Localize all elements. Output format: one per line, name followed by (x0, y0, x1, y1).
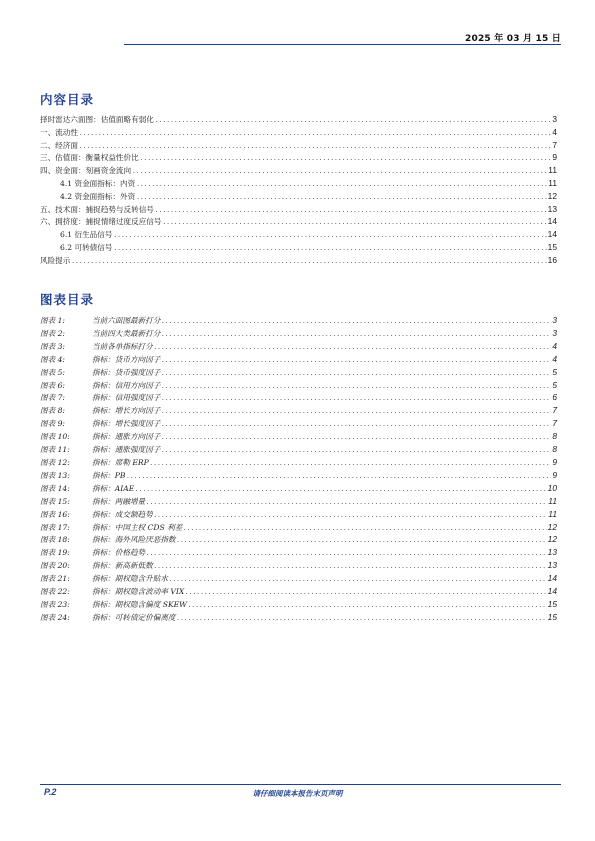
toc-entry[interactable] (40, 191, 557, 204)
figure-entry-label: 指标：通胀强度因子 (92, 445, 161, 455)
toc-entry[interactable] (40, 127, 557, 140)
figure-entry-label: 指标：两融增量 (92, 496, 146, 506)
toc-entry-page: 7 (552, 139, 557, 150)
dot-leader (161, 316, 551, 328)
figure-entry-number: 图表 11: (40, 445, 70, 455)
dot-leader (161, 419, 551, 431)
dot-leader (136, 192, 546, 204)
toc-entry[interactable] (40, 140, 557, 153)
figure-entry-page: 9 (552, 456, 557, 467)
figure-entry-number: 图表 16: (40, 509, 70, 519)
toc-entry-label: 一、流动性 (40, 127, 78, 137)
figure-entry[interactable] (40, 392, 557, 405)
figure-entry-number: 图表 1: (40, 316, 65, 325)
figure-entry-page: 8 (552, 431, 557, 442)
figure-entry-page: 7 (552, 405, 557, 416)
figure-entry-label: 指标：增长方向因子 (92, 406, 161, 416)
toc-entry-page: 15 (547, 241, 557, 252)
dot-leader (150, 458, 552, 470)
toc-entry-page: 13 (547, 203, 557, 214)
toc-entry-page: 11 (548, 177, 557, 188)
figure-entry-page: 14 (547, 586, 557, 597)
figure-entry[interactable] (40, 405, 557, 418)
figure-entry-number: 图表 12: (40, 457, 70, 467)
toc-entry[interactable] (40, 216, 557, 229)
list-of-figures (40, 315, 557, 625)
dot-leader (155, 205, 547, 217)
figure-entry[interactable] (40, 418, 557, 431)
figure-entry-page: 3 (552, 315, 557, 325)
toc-entry-label: 6.1 衍生品信号 (60, 230, 113, 240)
toc-entry-label: 4.1 资金面指标：内资 (60, 178, 136, 188)
toc-entry[interactable] (40, 152, 557, 165)
figure-entry-page: 6 (552, 392, 557, 403)
toc-entry-page: 14 (547, 216, 557, 227)
figure-entry-page: 4 (552, 340, 557, 351)
toc-entry-page: 3 (552, 114, 557, 124)
figure-entry-label: 指标：PB (92, 470, 126, 480)
figure-entry-label: 指标：期权隐含偏度 SKEW (92, 599, 187, 609)
dot-leader (113, 243, 546, 255)
toc-entry[interactable] (40, 242, 557, 255)
figure-entry-page: 3 (552, 327, 557, 338)
figure-entry-number: 图表 17: (40, 522, 70, 532)
figure-entry-number: 图表 24: (40, 612, 70, 622)
toc-entry-page: 14 (547, 229, 557, 240)
toc-entry-page: 16 (547, 254, 557, 265)
dot-leader (185, 587, 546, 599)
toc-entry-label: 择时雷达六面图：估值面略有弱化 (40, 115, 154, 124)
figure-entry-number: 图表 18: (40, 535, 70, 545)
report-date: 2025 年 03 月 15 日 (465, 34, 561, 44)
figure-entry-page: 12 (547, 521, 557, 532)
toc-entry[interactable] (40, 204, 557, 217)
dot-leader (132, 166, 547, 178)
dot-leader (79, 128, 551, 140)
header-divider (124, 44, 561, 45)
figure-entry-number: 图表 5: (40, 367, 65, 377)
figure-entry[interactable] (40, 496, 557, 509)
figure-entry[interactable] (40, 612, 557, 625)
figure-entry-label: 指标：期权隐含升贴水 (92, 574, 168, 584)
figure-entry-label: 指标：通胀方向因子 (92, 432, 161, 442)
figure-entry-page: 15 (547, 598, 557, 609)
dot-leader (177, 535, 547, 547)
figure-entry-number: 图表 6: (40, 380, 65, 390)
dot-leader (161, 355, 551, 367)
figure-entry-label: 指标：货币强度因子 (92, 367, 161, 377)
figure-entry[interactable] (40, 547, 557, 560)
figure-entry-page: 13 (547, 560, 557, 571)
figure-entry[interactable] (40, 483, 557, 496)
figure-entry-label: 指标：海外风险厌恶指数 (92, 535, 176, 545)
toc-entry-label: 6.2 可转债信号 (60, 242, 113, 252)
dot-leader (161, 432, 551, 444)
figure-entry[interactable] (40, 573, 557, 586)
figure-entry-page: 5 (552, 379, 557, 390)
figure-entry-number: 图表 8: (40, 406, 65, 416)
dot-leader (161, 445, 551, 457)
figure-entry-label: 指标：席勒 ERP (92, 457, 149, 467)
dot-leader (79, 141, 551, 153)
toc-entry-label: 四、资金面：刻画资金流向 (40, 166, 132, 176)
dot-leader (154, 342, 552, 354)
toc-entry-label: 二、经济面 (40, 140, 78, 150)
toc-entry-page: 11 (548, 165, 557, 176)
figure-entry-page: 8 (552, 444, 557, 455)
dot-leader (161, 393, 551, 405)
figure-entry-page: 4 (552, 353, 557, 364)
figure-entry-label: 指标：中国主权 CDS 利差 (92, 522, 183, 532)
toc-entry-label: 4.2 资金面指标：外资 (60, 191, 136, 201)
figure-entry-label: 指标：期权隐含波动率 VIX (92, 587, 185, 597)
toc-entry-page: 12 (547, 190, 557, 201)
figure-entry-page: 14 (547, 573, 557, 584)
dot-leader (140, 153, 552, 165)
figure-entry-number: 图表 9: (40, 419, 65, 429)
dot-leader (163, 217, 547, 229)
figure-entry-label: 指标：增长强度因子 (92, 419, 161, 429)
figure-entry-page: 7 (552, 418, 557, 429)
dot-leader (183, 523, 546, 535)
figure-entry[interactable] (40, 367, 557, 380)
table-of-contents (40, 114, 557, 268)
figures-title: 图表目录 (40, 292, 95, 307)
figure-entry-page: 11 (548, 508, 557, 519)
figure-entry-label: 指标：价格趋势 (92, 548, 146, 558)
toc-title: 内容目录 (40, 92, 95, 107)
toc-entry-page: 4 (552, 126, 557, 137)
figure-entry-page: 15 (547, 611, 557, 622)
figure-entry-number: 图表 19: (40, 548, 70, 558)
figure-entry-page: 11 (548, 495, 557, 506)
toc-entry[interactable] (40, 178, 557, 191)
figure-entry[interactable] (40, 341, 557, 354)
dot-leader (154, 561, 547, 573)
figure-entry-page: 9 (552, 469, 557, 480)
figure-entry-number: 图表 3: (40, 341, 65, 351)
dot-leader (135, 484, 546, 496)
figure-entry-label: 当前六面图最新打分 (92, 316, 161, 325)
figure-entry-number: 图表 20: (40, 561, 70, 571)
dot-leader (113, 230, 546, 242)
dot-leader (146, 548, 547, 560)
figure-entry-number: 图表 21: (40, 574, 70, 584)
dot-leader (161, 329, 551, 341)
figure-entry-number: 图表 7: (40, 393, 65, 403)
disclaimer-note: 请仔细阅读本报告末页声明 (252, 789, 343, 798)
figure-entry[interactable] (40, 599, 557, 612)
figure-entry-label: 当前各单指标打分 (92, 341, 153, 351)
figure-entry[interactable] (40, 431, 557, 444)
figure-entry-label: 当前四大类最新打分 (92, 328, 161, 338)
dot-leader (169, 574, 547, 586)
dot-leader (161, 368, 551, 380)
figure-entry-number: 图表 2: (40, 328, 65, 338)
figure-entry[interactable] (40, 560, 557, 573)
dot-leader (126, 471, 551, 483)
toc-entry-label: 五、技术面：捕捉趋势与反转信号 (40, 204, 154, 214)
dot-leader (161, 406, 551, 418)
figure-entry[interactable] (40, 586, 557, 599)
page-number: P.2 (44, 787, 57, 797)
figure-entry[interactable] (40, 457, 557, 470)
figure-entry-number: 图表 14: (40, 483, 70, 493)
figure-entry[interactable] (40, 354, 557, 367)
figure-entry[interactable] (40, 315, 557, 328)
figure-entry-label: 指标：成交额趋势 (92, 509, 153, 519)
figure-entry-number: 图表 22: (40, 587, 70, 597)
figure-entry[interactable] (40, 380, 557, 393)
figure-entry[interactable] (40, 522, 557, 535)
dot-leader (177, 613, 547, 625)
figure-entry-page: 13 (547, 547, 557, 558)
figure-entry-page: 12 (547, 534, 557, 545)
dot-leader (161, 381, 551, 393)
toc-entry-page: 9 (552, 152, 557, 163)
figure-entry[interactable] (40, 470, 557, 483)
toc-entry[interactable] (40, 255, 557, 268)
figure-entry-page: 10 (547, 482, 557, 493)
toc-entry[interactable] (40, 114, 557, 127)
figure-entry[interactable] (40, 444, 557, 457)
figure-entry-label: 指标：AIAE (92, 483, 135, 493)
toc-entry-label: 风险提示 (40, 255, 71, 265)
figure-entry-label: 指标：信用强度因子 (92, 393, 161, 403)
toc-entry-label: 三、估值面：衡量权益性价比 (40, 153, 139, 163)
figure-entry-number: 图表 15: (40, 496, 70, 506)
figure-entry-page: 5 (552, 366, 557, 377)
figure-entry[interactable] (40, 534, 557, 547)
toc-entry[interactable] (40, 229, 557, 242)
figure-entry-label: 指标：新高新低数 (92, 561, 153, 571)
figure-entry[interactable] (40, 328, 557, 341)
dot-leader (136, 179, 547, 191)
figure-entry-number: 图表 23: (40, 599, 70, 609)
figure-entry-number: 图表 4: (40, 354, 65, 364)
figure-entry-label: 指标：信用方向因子 (92, 380, 161, 390)
dot-leader (154, 510, 548, 522)
figure-entry[interactable] (40, 509, 557, 522)
dot-leader (146, 497, 547, 509)
figure-entry-label: 指标：可转债定价偏离度 (92, 612, 176, 622)
figure-entry-label: 指标：货币方向因子 (92, 354, 161, 364)
dot-leader (155, 115, 551, 127)
figure-entry-number: 图表 10: (40, 432, 70, 442)
dot-leader (71, 256, 546, 268)
toc-entry-label: 六、拥挤度：捕捉情绪过度反应信号 (40, 217, 162, 227)
figure-entry-number: 图表 13: (40, 470, 70, 480)
footer-divider (40, 784, 561, 785)
toc-entry[interactable] (40, 165, 557, 178)
dot-leader (188, 600, 547, 612)
